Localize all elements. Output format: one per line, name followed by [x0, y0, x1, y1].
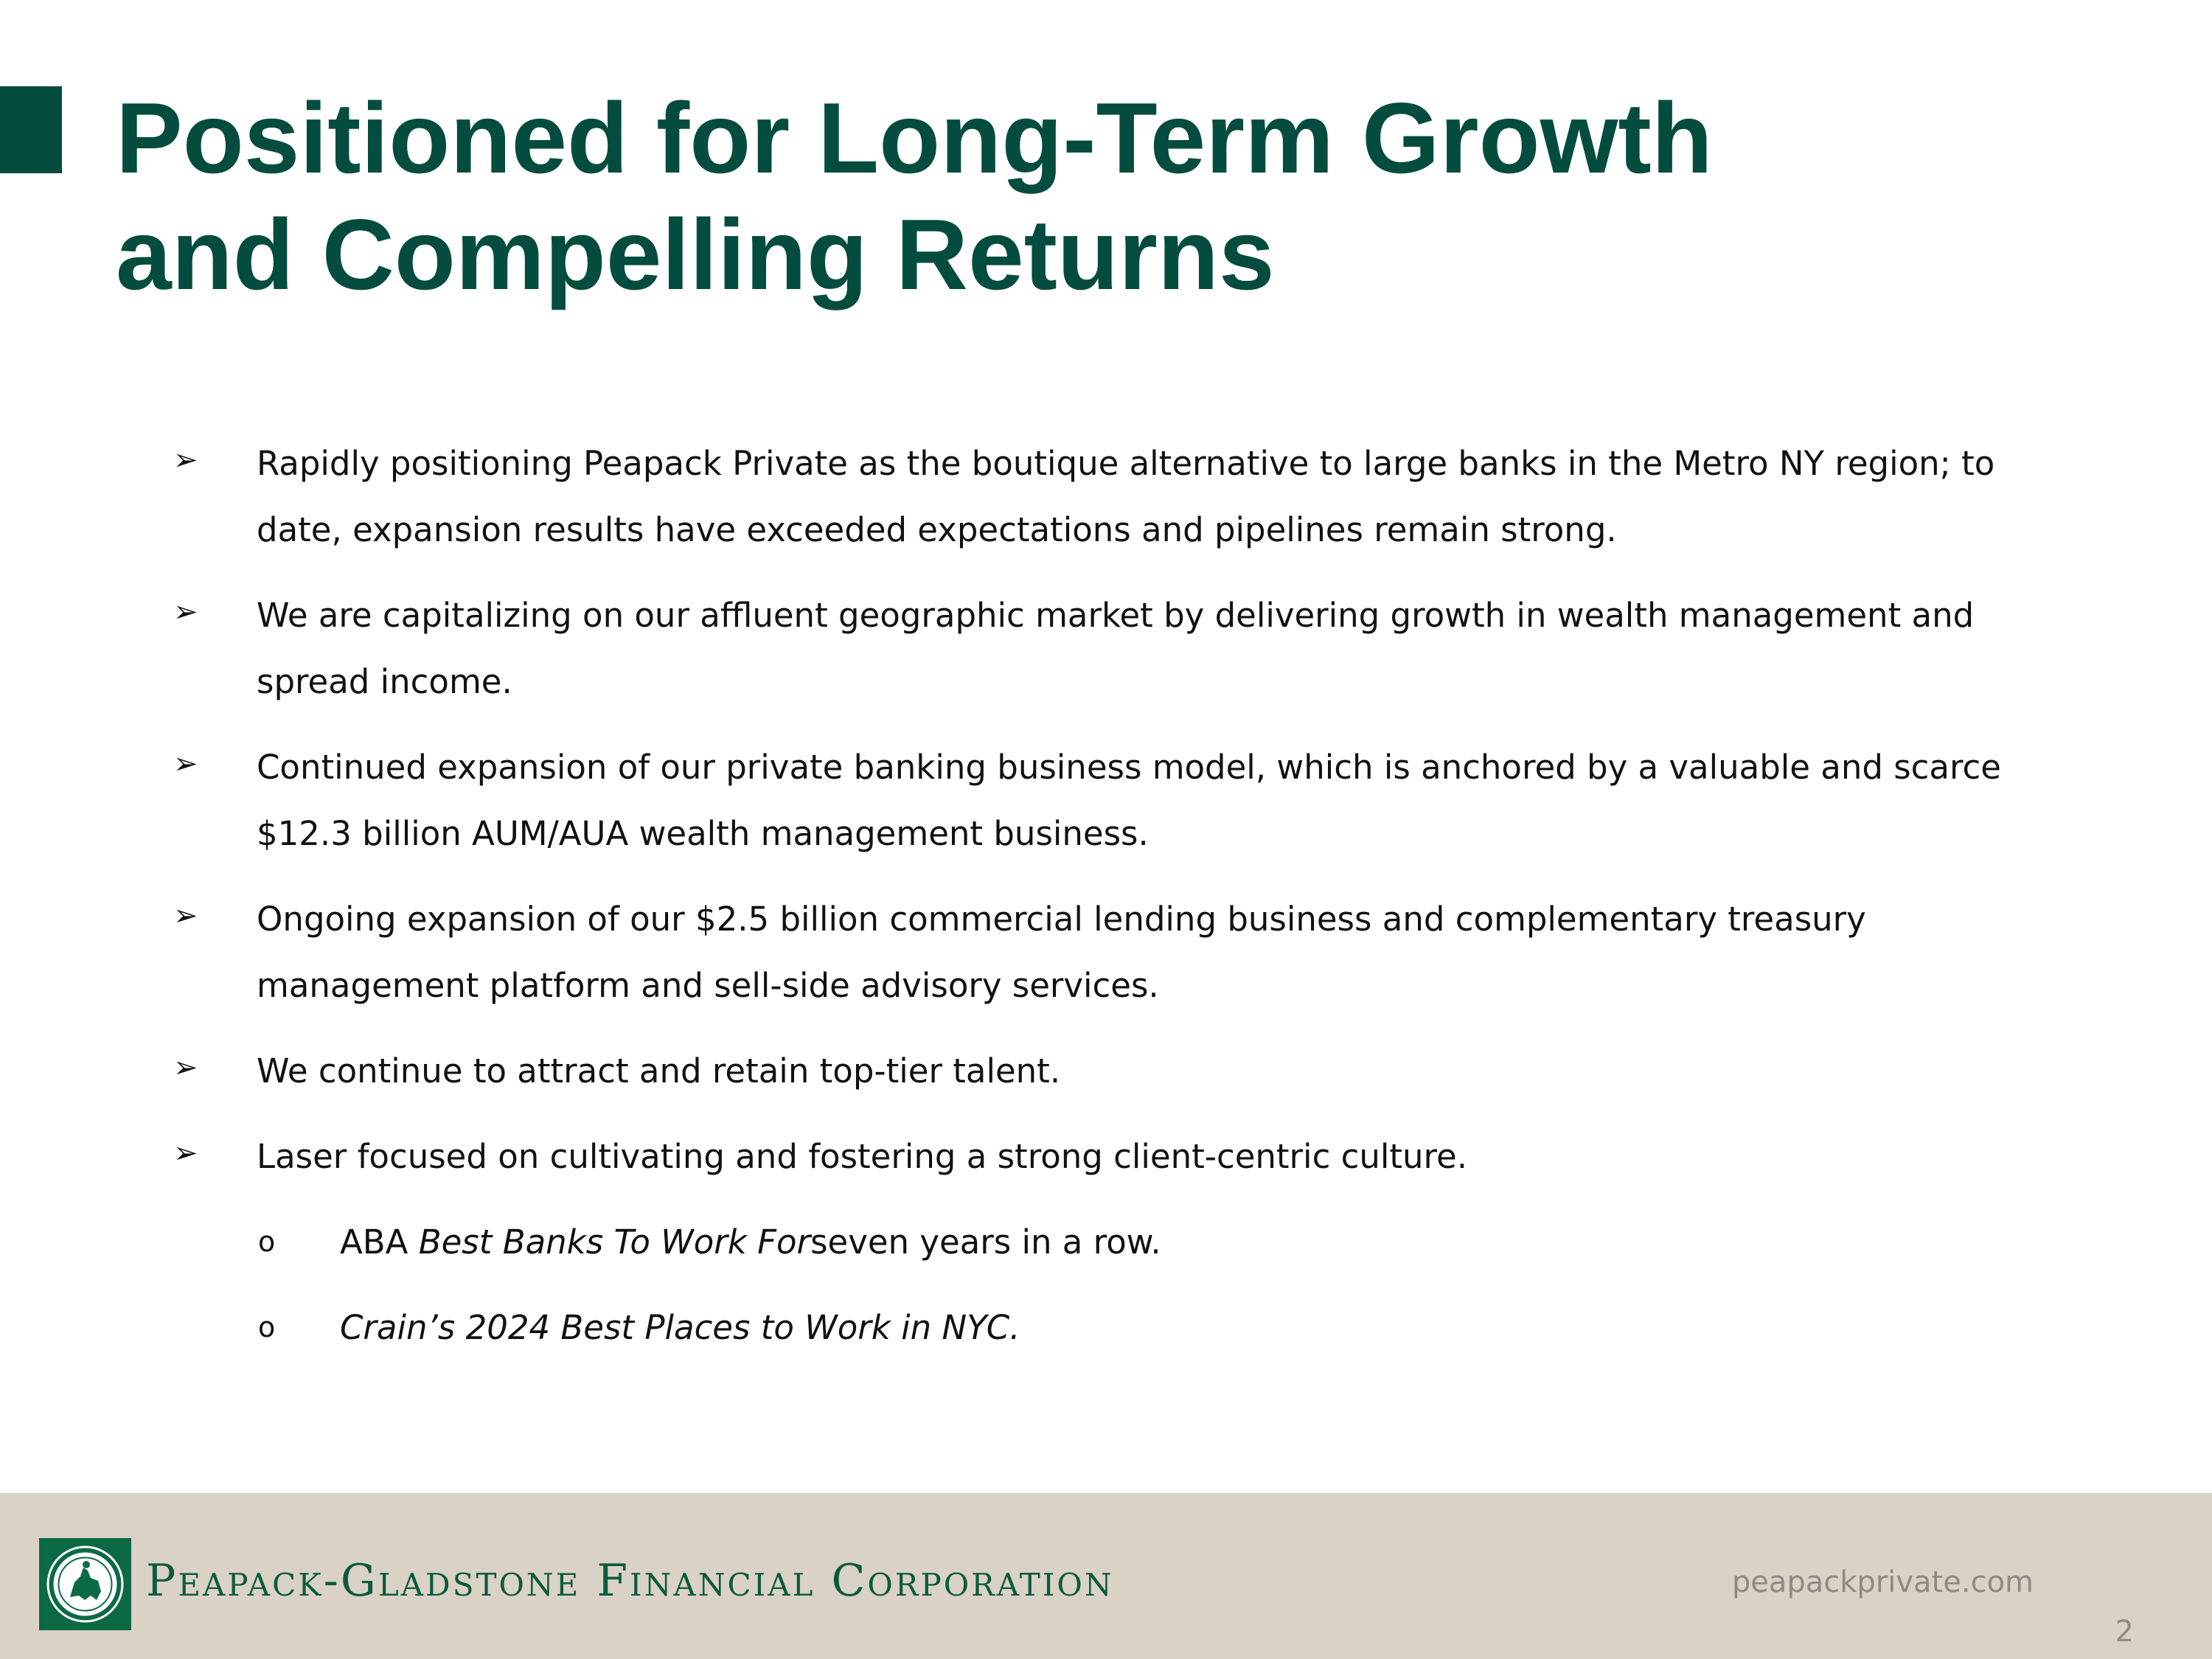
bullet-item [0, 886, 2212, 1019]
bullet-item [0, 1124, 2212, 1190]
company-seal-logo-icon [39, 1538, 131, 1630]
bullet-text: Continued expansion of our private banking business model, which is anchored by a valuable and scarce $12.3 billion AUM/AUA wealth management business. [257, 748, 2001, 853]
circle-bullet-icon: o [258, 1311, 276, 1343]
sub-bullet-award: Best Banks To Work For [418, 1222, 811, 1262]
sub-bullet-suffix: . [1009, 1308, 1020, 1347]
sub-bullet-item [0, 1209, 2212, 1276]
company-name: Peapack-Gladstone Financial Corporation [146, 1555, 1114, 1607]
arrow-bullet-icon: ➢ [173, 1051, 198, 1085]
bullet-item [0, 734, 2212, 867]
arrow-bullet-icon: ➢ [173, 443, 198, 477]
slide-title-line-1: Positioned for Long-Term Growth [116, 82, 1713, 194]
bullet-text: We continue to attract and retain top-tier talent. [257, 1051, 1061, 1091]
footer-bar [0, 1493, 2212, 1659]
sub-bullet-item [0, 1295, 2212, 1361]
slide-title-line-2: and Compelling Returns [116, 198, 1275, 310]
sub-bullet-text [340, 1209, 2212, 1276]
sub-bullet-prefix: ABA [340, 1222, 419, 1262]
website-link[interactable]: peapackprivate.com [1731, 1565, 2034, 1599]
slide-title [116, 80, 2033, 313]
sub-bullet-text [340, 1295, 2212, 1361]
arrow-bullet-icon: ➢ [173, 1136, 198, 1170]
bullet-text: Rapidly positioning Peapack Private as the boutique alternative to large banks in the Metro NY region; to date, expansion results have exceeded expectations and pipelines remain strong. [257, 444, 1995, 549]
title-accent-bar [0, 86, 62, 173]
arrow-bullet-icon: ➢ [173, 595, 198, 629]
bullet-item [0, 431, 2212, 563]
sub-bullet-suffix: seven years in a row. [810, 1222, 1161, 1262]
bullet-item [0, 582, 2212, 715]
bullet-text: Ongoing expansion of our $2.5 billion commercial lending business and complementary treasury management platform and sell-side advisory services. [257, 900, 1866, 1005]
arrow-bullet-icon: ➢ [173, 747, 198, 781]
circle-bullet-icon: o [258, 1225, 276, 1258]
arrow-bullet-icon: ➢ [173, 899, 198, 933]
page-number: 2 [2115, 1615, 2134, 1649]
sub-bullet-award: Crain’s 2024 Best Places to Work in NYC [340, 1308, 1010, 1347]
bullet-text: We are capitalizing on our affluent geographic market by delivering growth in wealth management and spread income. [257, 596, 1975, 701]
bullet-list [0, 431, 2212, 1380]
bullet-text: Laser focused on cultivating and fostering a strong client-centric culture. [257, 1137, 1468, 1176]
bullet-item [0, 1038, 2212, 1105]
